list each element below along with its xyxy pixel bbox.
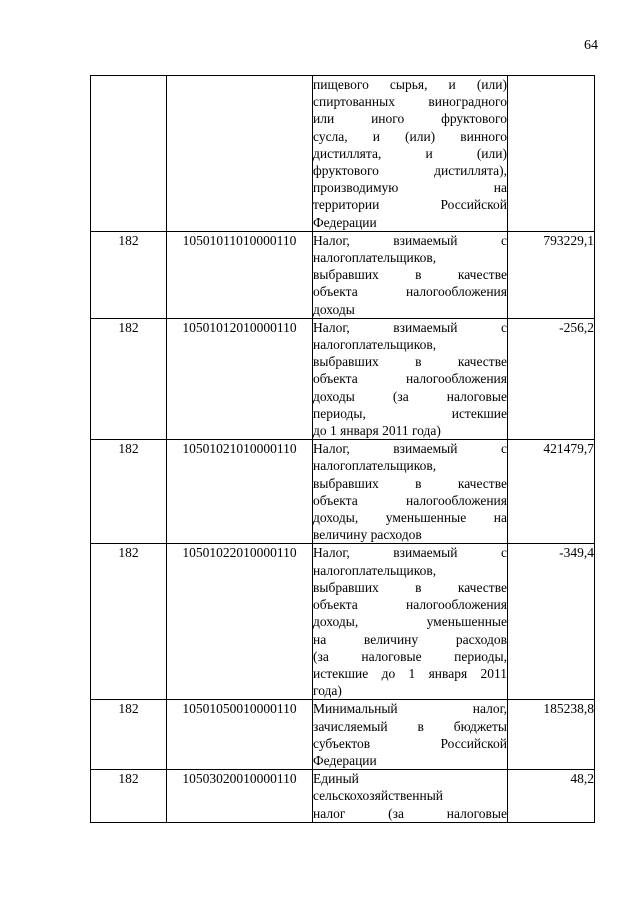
name-line bbox=[313, 214, 507, 231]
name-word: до bbox=[381, 665, 396, 681]
name-line bbox=[313, 266, 507, 283]
name-word: на bbox=[313, 631, 327, 647]
name-line bbox=[313, 128, 507, 145]
name-line bbox=[313, 682, 507, 699]
name-word: налогоплательщиков, bbox=[313, 458, 437, 474]
name-word: доходы, bbox=[313, 510, 359, 526]
name-word: качестве bbox=[457, 475, 507, 491]
name-line bbox=[313, 422, 507, 439]
name-word: на bbox=[493, 180, 507, 196]
classification-code-cell: 10501011010000110 bbox=[167, 231, 313, 318]
name-word: в bbox=[417, 718, 424, 734]
name-word: фруктового bbox=[313, 163, 379, 179]
amount-cell: 793229,1 bbox=[508, 231, 595, 318]
name-word: Налог, bbox=[313, 441, 350, 457]
name-line bbox=[313, 232, 507, 249]
name-word: субъектов bbox=[313, 735, 371, 751]
name-word: и bbox=[425, 145, 433, 161]
name-word: (за bbox=[392, 388, 409, 404]
revenue-name-cell bbox=[313, 231, 508, 318]
name-word: и bbox=[448, 77, 456, 92]
name-word: с bbox=[501, 545, 507, 561]
name-word: Российской bbox=[440, 197, 507, 213]
name-word: 2011 bbox=[480, 665, 507, 681]
admin-code-cell: 182 bbox=[91, 231, 167, 318]
name-word: дистиллята, bbox=[313, 145, 382, 161]
name-line bbox=[313, 353, 507, 370]
name-word: в bbox=[415, 579, 422, 595]
revenue-name-cell bbox=[313, 440, 508, 544]
name-word: бюджеты bbox=[453, 718, 507, 734]
name-word: взимаемый bbox=[393, 232, 458, 248]
name-word: величину расходов bbox=[313, 527, 422, 543]
admin-code-cell: 182 bbox=[91, 770, 167, 823]
name-word: взимаемый bbox=[393, 545, 458, 561]
name-word: взимаемый bbox=[393, 441, 458, 457]
name-word: января bbox=[428, 665, 468, 681]
name-word: доходы, bbox=[313, 614, 359, 630]
name-word: территории bbox=[313, 197, 380, 213]
page-number: 64 bbox=[584, 38, 598, 53]
amount-cell: -256,2 bbox=[508, 318, 595, 439]
name-word: объекта bbox=[313, 284, 358, 300]
name-line bbox=[313, 665, 507, 682]
name-word: налоговые bbox=[446, 388, 507, 404]
name-word: Налог, bbox=[313, 232, 350, 248]
amount-cell: 421479,7 bbox=[508, 440, 595, 544]
table-row bbox=[91, 770, 595, 823]
name-word: выбравших bbox=[313, 267, 379, 283]
name-word: сусла, bbox=[313, 128, 348, 144]
name-line bbox=[313, 370, 507, 387]
name-line bbox=[313, 579, 507, 596]
name-word: истекшие bbox=[313, 665, 369, 681]
name-word: (за bbox=[388, 805, 404, 821]
name-word: производимую bbox=[313, 180, 399, 196]
name-word: расходов bbox=[455, 631, 507, 647]
name-line bbox=[313, 196, 507, 213]
name-word: пищевого bbox=[313, 77, 369, 92]
classification-code-cell: 10501050010000110 bbox=[167, 700, 313, 770]
name-word: величину bbox=[363, 631, 419, 647]
name-word: выбравших bbox=[313, 354, 379, 370]
name-word: спиртованных bbox=[313, 94, 395, 110]
table-row bbox=[91, 231, 595, 318]
table-row bbox=[91, 544, 595, 700]
name-word: (или) bbox=[405, 128, 436, 144]
name-line bbox=[313, 718, 507, 735]
name-line bbox=[313, 283, 507, 300]
name-word: объекта bbox=[313, 371, 358, 387]
name-word: налоговые bbox=[446, 805, 507, 821]
amount-cell: 48,2 bbox=[508, 770, 595, 823]
name-line bbox=[313, 179, 507, 196]
name-word: качестве bbox=[457, 354, 507, 370]
name-line bbox=[313, 93, 507, 110]
name-word: или bbox=[313, 111, 335, 127]
name-line bbox=[313, 805, 507, 822]
name-line bbox=[313, 596, 507, 613]
revenue-table bbox=[90, 75, 595, 823]
name-line bbox=[313, 562, 507, 579]
name-word: (за bbox=[313, 648, 329, 664]
name-word: с bbox=[501, 319, 507, 335]
name-word: фруктового bbox=[441, 111, 507, 127]
name-line bbox=[313, 613, 507, 630]
amount-cell: 185238,8 bbox=[508, 700, 595, 770]
name-word: с bbox=[501, 232, 507, 248]
name-word: (или) bbox=[476, 145, 507, 161]
name-word: иного bbox=[371, 111, 405, 127]
name-line bbox=[313, 770, 507, 787]
name-line bbox=[313, 787, 507, 804]
name-word: налог, bbox=[472, 701, 507, 717]
name-word: в bbox=[415, 475, 422, 491]
name-word: объекта bbox=[313, 492, 358, 508]
name-line bbox=[313, 162, 507, 179]
name-word: (или) bbox=[476, 77, 507, 92]
name-word: налог bbox=[313, 805, 346, 821]
admin-code-cell: 182 bbox=[91, 440, 167, 544]
name-line bbox=[313, 544, 507, 561]
name-word: Единый bbox=[313, 771, 359, 787]
name-line bbox=[313, 76, 507, 93]
revenue-name-cell bbox=[313, 76, 508, 232]
name-word: налоговые bbox=[361, 648, 422, 664]
name-word: и bbox=[372, 128, 380, 144]
name-word: Минимальный bbox=[313, 701, 398, 717]
name-word: до 1 января 2011 года) bbox=[313, 423, 441, 439]
name-line bbox=[313, 336, 507, 353]
name-line bbox=[313, 509, 507, 526]
name-word: выбравших bbox=[313, 475, 379, 491]
name-line bbox=[313, 475, 507, 492]
admin-code-cell: 182 bbox=[91, 318, 167, 439]
classification-code-cell: 10501022010000110 bbox=[167, 544, 313, 700]
table-row bbox=[91, 700, 595, 770]
table-row bbox=[91, 318, 595, 439]
name-word: с bbox=[501, 441, 507, 457]
revenue-name-cell bbox=[313, 770, 508, 823]
name-line bbox=[313, 110, 507, 127]
name-word: Налог, bbox=[313, 319, 350, 335]
name-word: налогообложения bbox=[405, 597, 507, 613]
name-word: налогообложения bbox=[405, 284, 507, 300]
name-word: зачисляемый bbox=[313, 718, 388, 734]
name-word: качестве bbox=[457, 267, 507, 283]
name-line bbox=[313, 405, 507, 422]
name-word: в bbox=[415, 354, 422, 370]
name-line bbox=[313, 752, 507, 769]
amount-cell bbox=[508, 76, 595, 232]
name-word: налогоплательщиков, bbox=[313, 337, 437, 353]
name-line bbox=[313, 457, 507, 474]
classification-code-cell: 10501012010000110 bbox=[167, 318, 313, 439]
name-word: винного bbox=[460, 128, 507, 144]
revenue-name-cell bbox=[313, 544, 508, 700]
amount-cell: -349,4 bbox=[508, 544, 595, 700]
name-word: Российской bbox=[440, 735, 507, 751]
name-word: сырья, bbox=[389, 77, 428, 92]
name-word: Федерации bbox=[313, 214, 377, 230]
name-word: налогоплательщиков, bbox=[313, 250, 437, 266]
name-word: качестве bbox=[457, 579, 507, 595]
admin-code-cell bbox=[91, 76, 167, 232]
table-row bbox=[91, 76, 595, 232]
name-word: сельскохозяйственный bbox=[313, 788, 443, 804]
name-word: доходы bbox=[313, 301, 355, 317]
name-word: истекшие bbox=[451, 405, 507, 421]
name-line bbox=[313, 319, 507, 336]
admin-code-cell: 182 bbox=[91, 700, 167, 770]
name-word: доходы bbox=[313, 388, 355, 404]
name-line bbox=[313, 301, 507, 318]
name-line bbox=[313, 145, 507, 162]
name-word: налогообложения bbox=[405, 371, 507, 387]
name-word: уменьшенные bbox=[426, 614, 507, 630]
name-word: Налог, bbox=[313, 545, 350, 561]
classification-code-cell: 10503020010000110 bbox=[167, 770, 313, 823]
name-word: выбравших bbox=[313, 579, 379, 595]
name-line bbox=[313, 526, 507, 543]
name-word: налогоплательщиков, bbox=[313, 562, 437, 578]
name-word: на bbox=[493, 510, 507, 526]
name-line bbox=[313, 388, 507, 405]
revenue-name-cell bbox=[313, 318, 508, 439]
name-line bbox=[313, 700, 507, 717]
classification-code-cell bbox=[167, 76, 313, 232]
name-word: налогообложения bbox=[405, 492, 507, 508]
classification-code-cell: 10501021010000110 bbox=[167, 440, 313, 544]
name-word: взимаемый bbox=[393, 319, 458, 335]
revenue-table-body bbox=[91, 76, 595, 823]
name-word: 1 bbox=[408, 665, 416, 681]
name-line bbox=[313, 440, 507, 457]
name-word: периоды, bbox=[313, 405, 366, 421]
name-line bbox=[313, 249, 507, 266]
name-line bbox=[313, 735, 507, 752]
name-word: виноградного bbox=[428, 94, 507, 110]
name-word: в bbox=[415, 267, 422, 283]
name-line bbox=[313, 492, 507, 509]
name-word: объекта bbox=[313, 597, 358, 613]
name-word: года) bbox=[313, 683, 342, 699]
name-word: Федерации bbox=[313, 752, 377, 768]
revenue-name-cell bbox=[313, 700, 508, 770]
name-word: дистиллята), bbox=[434, 163, 507, 179]
admin-code-cell: 182 bbox=[91, 544, 167, 700]
name-word: уменьшенные bbox=[385, 510, 467, 526]
table-row bbox=[91, 440, 595, 544]
name-line bbox=[313, 631, 507, 648]
name-word: периоды, bbox=[454, 648, 507, 664]
name-line bbox=[313, 648, 507, 665]
